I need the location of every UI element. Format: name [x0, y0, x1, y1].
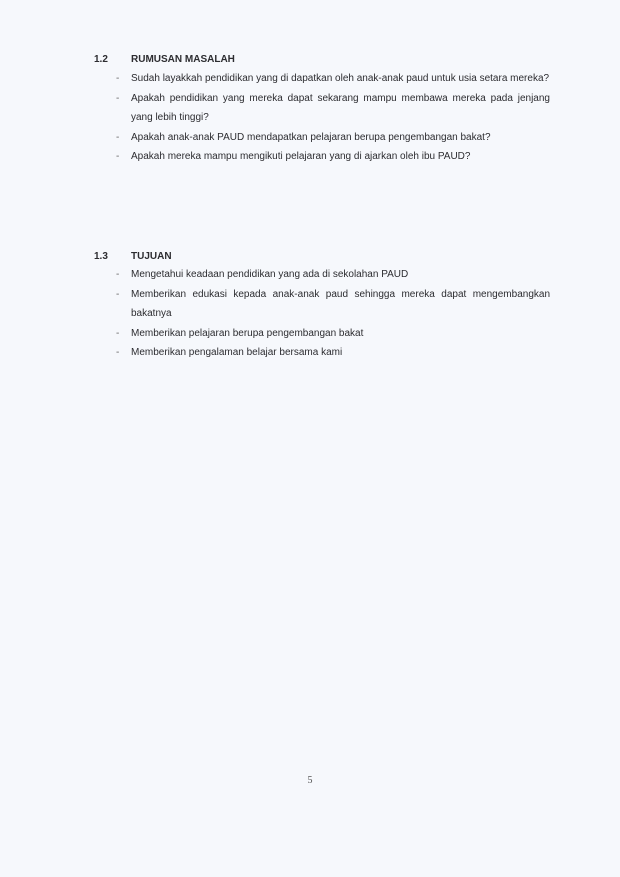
bullet-dash: -	[116, 151, 120, 162]
list-item	[94, 265, 550, 285]
list-item	[94, 147, 550, 167]
list-item-text: Sudah layakkah pendidikan yang di dapatkan oleh anak-anak paud untuk usia setara mereka?	[131, 73, 550, 84]
section-tujuan	[94, 249, 550, 363]
list-item	[94, 128, 550, 148]
section-heading	[94, 249, 550, 263]
list-item-text: Memberikan edukasi kepada anak-anak paud sehingga mereka dapat mengembangkan bakatnya	[131, 288, 550, 319]
bullet-dash: -	[116, 288, 120, 300]
list-item-text: Memberikan pengalaman belajar bersama kami	[131, 347, 343, 358]
problem-list	[94, 69, 550, 167]
list-item-text: Apakah mereka mampu mengikuti pelajaran yang di ajarkan oleh ibu PAUD?	[131, 151, 471, 162]
section-number: 1.3	[94, 250, 108, 262]
list-item-text: Apakah anak-anak PAUD mendapatkan pelajaran berupa pengembangan bakat?	[131, 131, 491, 143]
section-number: 1.2	[94, 53, 108, 65]
bullet-dash: -	[116, 73, 120, 84]
list-item	[94, 89, 550, 128]
objective-list	[94, 265, 550, 363]
section-heading	[94, 52, 550, 66]
bullet-dash: -	[116, 327, 120, 339]
list-item-text: Mengetahui keadaan pendidikan yang ada di sekolahan PAUD	[131, 269, 409, 280]
page-number: 5	[307, 775, 313, 786]
list-item-text: Memberikan pelajaran berupa pengembangan bakat	[131, 327, 364, 339]
bullet-dash: -	[116, 269, 120, 280]
list-item	[94, 285, 550, 324]
section-title: RUMUSAN MASALAH	[131, 53, 235, 65]
list-item-text: Apakah pendidikan yang mereka dapat sekarang mampu membawa mereka pada jenjang yang lebih tinggi?	[131, 92, 550, 123]
section-title: TUJUAN	[131, 250, 172, 262]
list-item	[94, 69, 550, 89]
bullet-dash: -	[116, 347, 120, 358]
bullet-dash: -	[116, 131, 120, 143]
list-item	[94, 324, 550, 344]
bullet-dash: -	[116, 92, 120, 104]
list-item	[94, 343, 550, 363]
section-rumusan-masalah	[94, 52, 550, 167]
